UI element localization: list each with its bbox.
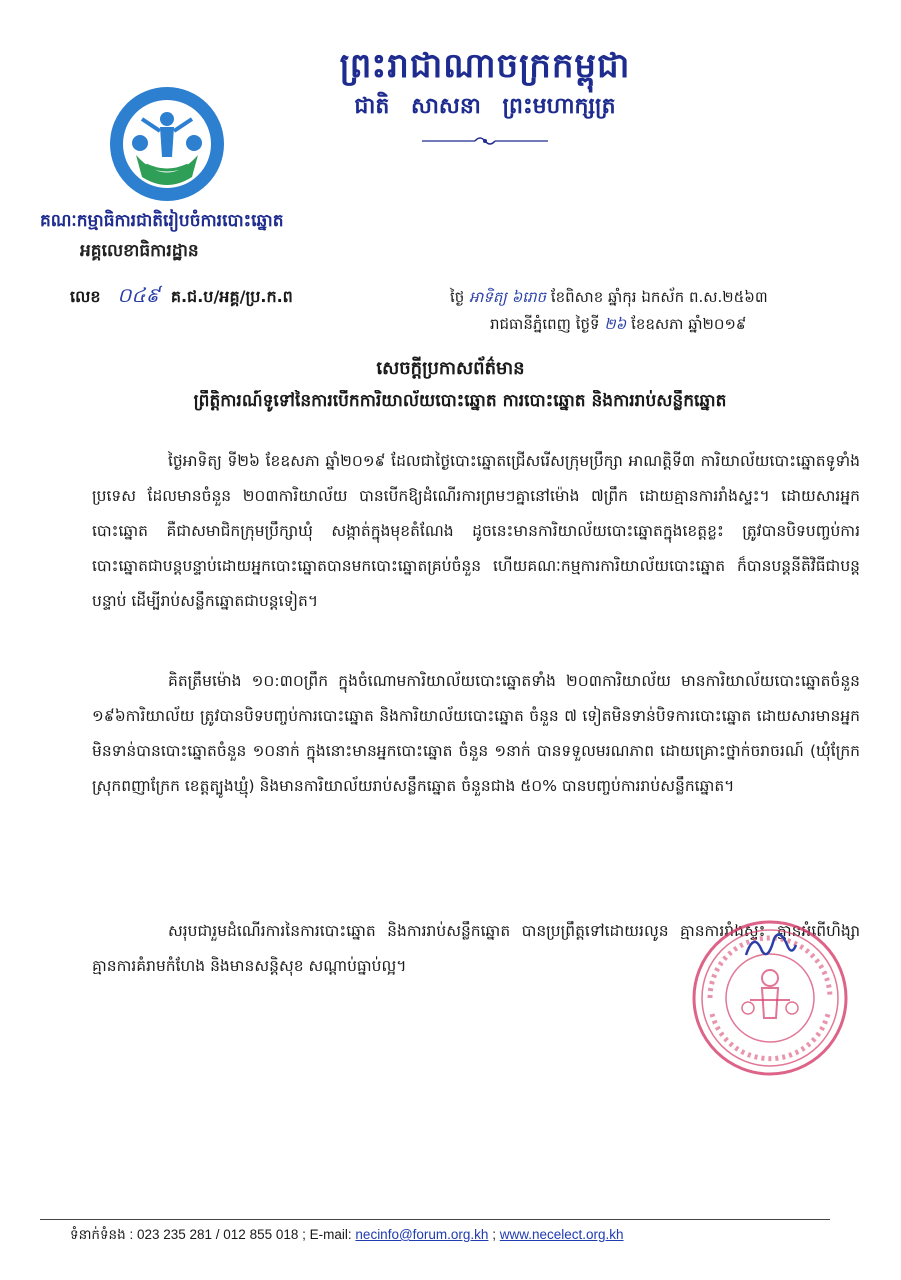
solar-date — [490, 315, 870, 337]
lunar-date-suffix: ខែពិសាខ ឆ្នាំកុរ ឯកស័ក ព.ស.២៥៦៣ — [550, 288, 768, 306]
body-paragraph-3: សរុបជារួមដំណើរការនៃការបោះឆ្នោត និងការរាប់សន្លឹកឆ្នោត បានប្រព្រឹត្តទៅដោយរលូន គ្មានការរាំងស្ទះ គ្មានអំពើហិង្សា គ្មានការគំរាមកំហែង និងមានសន្តិសុខ សណ្តាប់ធ្នាប់ល្អ។ — [92, 921, 860, 975]
lunar-date-handwritten: អាទិត្យ ៦រោច — [469, 288, 547, 306]
notice-title: សេចក្តីប្រកាសព័ត៌មាន — [376, 358, 525, 379]
contact-phones: 023 235 281 / 012 855 018 — [136, 1227, 299, 1242]
nec-logo-icon — [108, 85, 226, 203]
organization-name: គណៈកម្មាធិការជាតិរៀបចំការបោះឆ្នោត — [40, 211, 284, 231]
solar-date-handwritten: ២៦ — [604, 315, 627, 333]
website-link[interactable]: www.necelect.org.kh — [499, 1227, 624, 1242]
kingdom-title: ព្រះរាជាណាចក្រកម្ពុជា — [339, 46, 631, 86]
ornament-divider-icon — [420, 134, 550, 148]
signature-icon — [740, 925, 800, 965]
email-link[interactable]: necinfo@forum.org.kh — [355, 1227, 489, 1242]
footer-contact — [70, 1226, 830, 1246]
organization-department: អគ្គលេខាធិការដ្ឋាន — [80, 241, 199, 261]
body-paragraph-1: ថ្ងៃអាទិត្យ ទី២៦ ខែឧសភា ឆ្នាំ២០១៩ ដែលជាថ្ងៃបោះឆ្នោតជ្រើសរើសក្រុមប្រឹក្សា អាណត្តិទី៣ ការិយាល័យបោះឆ្នោតទូទាំងប្រទេស ដែលមានចំនួន ២០៣ការិយាល័យ បានបើកឱ្យដំណើរការព្រមៗគ្នានៅម៉ោង ៧ព្រឹក ដោយគ្មានការរាំងស្ទះ។ ដោយសារអ្នកបោះឆ្នោត គឺជាសមាជិកក្រុមប្រឹក្សាឃុំ សង្កាត់ក្នុងមុខតំណែង ដូចនេះមានការិយាល័យបោះឆ្នោតក្នុងខេត្តខ្លះ ត្រូវបានបិទបញ្ចប់ការបោះឆ្នោតជាបន្តបន្ទាប់ដោយអ្នកបោះឆ្នោតបានមកបោះឆ្នោតគ្រប់ចំនួន ហើយគណៈកម្មការការិយាល័យបោះឆ្នោត ក៏បានបន្តនីតិវិធីជាបន្តបន្ទាប់ ដើម្បីរាប់សន្លឹកឆ្នោតជាបន្តទៀត។ — [92, 451, 860, 610]
contact-label: ទំនាក់ទំនង : — [70, 1227, 134, 1242]
footer-divider — [40, 1219, 830, 1220]
solar-date-prefix: រាជធានីភ្នំពេញ ថ្ងៃទី — [490, 315, 600, 333]
number-label: លេខ — [70, 287, 101, 306]
handwritten-number: ០៤៩ — [117, 283, 160, 307]
kingdom-motto: ជាតិ សាសនា ព្រះមហាក្សត្រ — [354, 94, 616, 119]
document-number — [70, 282, 400, 312]
number-suffix: គ.ជ.ប/អគ្គ/ប្រ.ក.ព — [170, 287, 293, 306]
notice-subtitle: ព្រឹត្តិការណ៍ទូទៅនៃការបើកការិយាល័យបោះឆ្នោត ការបោះឆ្នោត និងការរាប់សន្លឹកឆ្នោត — [193, 391, 727, 411]
solar-date-suffix: ខែឧសភា ឆ្នាំ២០១៩ — [631, 315, 747, 333]
footer-separator: ; — [492, 1227, 496, 1242]
body-paragraph-2: គិតត្រឹមម៉ោង ១០:៣០ព្រឹក ក្នុងចំណោមការិយាល័យបោះឆ្នោតទាំង ២០៣ការិយាល័យ មានការិយាល័យបោះឆ្នោតចំនួន ១៩៦ការិយាល័យ ត្រូវបានបិទបញ្ចប់ការបោះឆ្នោត និងការិយាល័យបោះឆ្នោត ចំនួន ៧ ទៀតមិនទាន់បិទការបោះឆ្នោត ដោយសារមានអ្នកមិនទាន់បានបោះឆ្នោតចំនួន ១០នាក់ ក្នុងនោះមានអ្នកបោះឆ្នោត ចំនួន ១នាក់ បានទទួលមរណភាព ដោយគ្រោះថ្នាក់ចរាចរណ៍ (ឃុំក្រែក ស្រុកពញាក្រែក ខេត្តត្បូងឃ្មុំ) និងមានការិយាល័យរាប់សន្លឹកឆ្នោត ចំនួនជាង ៥០% បានបញ្ចប់ការរាប់សន្លឹកឆ្នោត។ — [92, 671, 860, 795]
lunar-date — [450, 288, 870, 310]
lunar-date-prefix: ថ្ងៃ — [450, 288, 465, 306]
email-label: ; E-mail: — [302, 1227, 352, 1242]
